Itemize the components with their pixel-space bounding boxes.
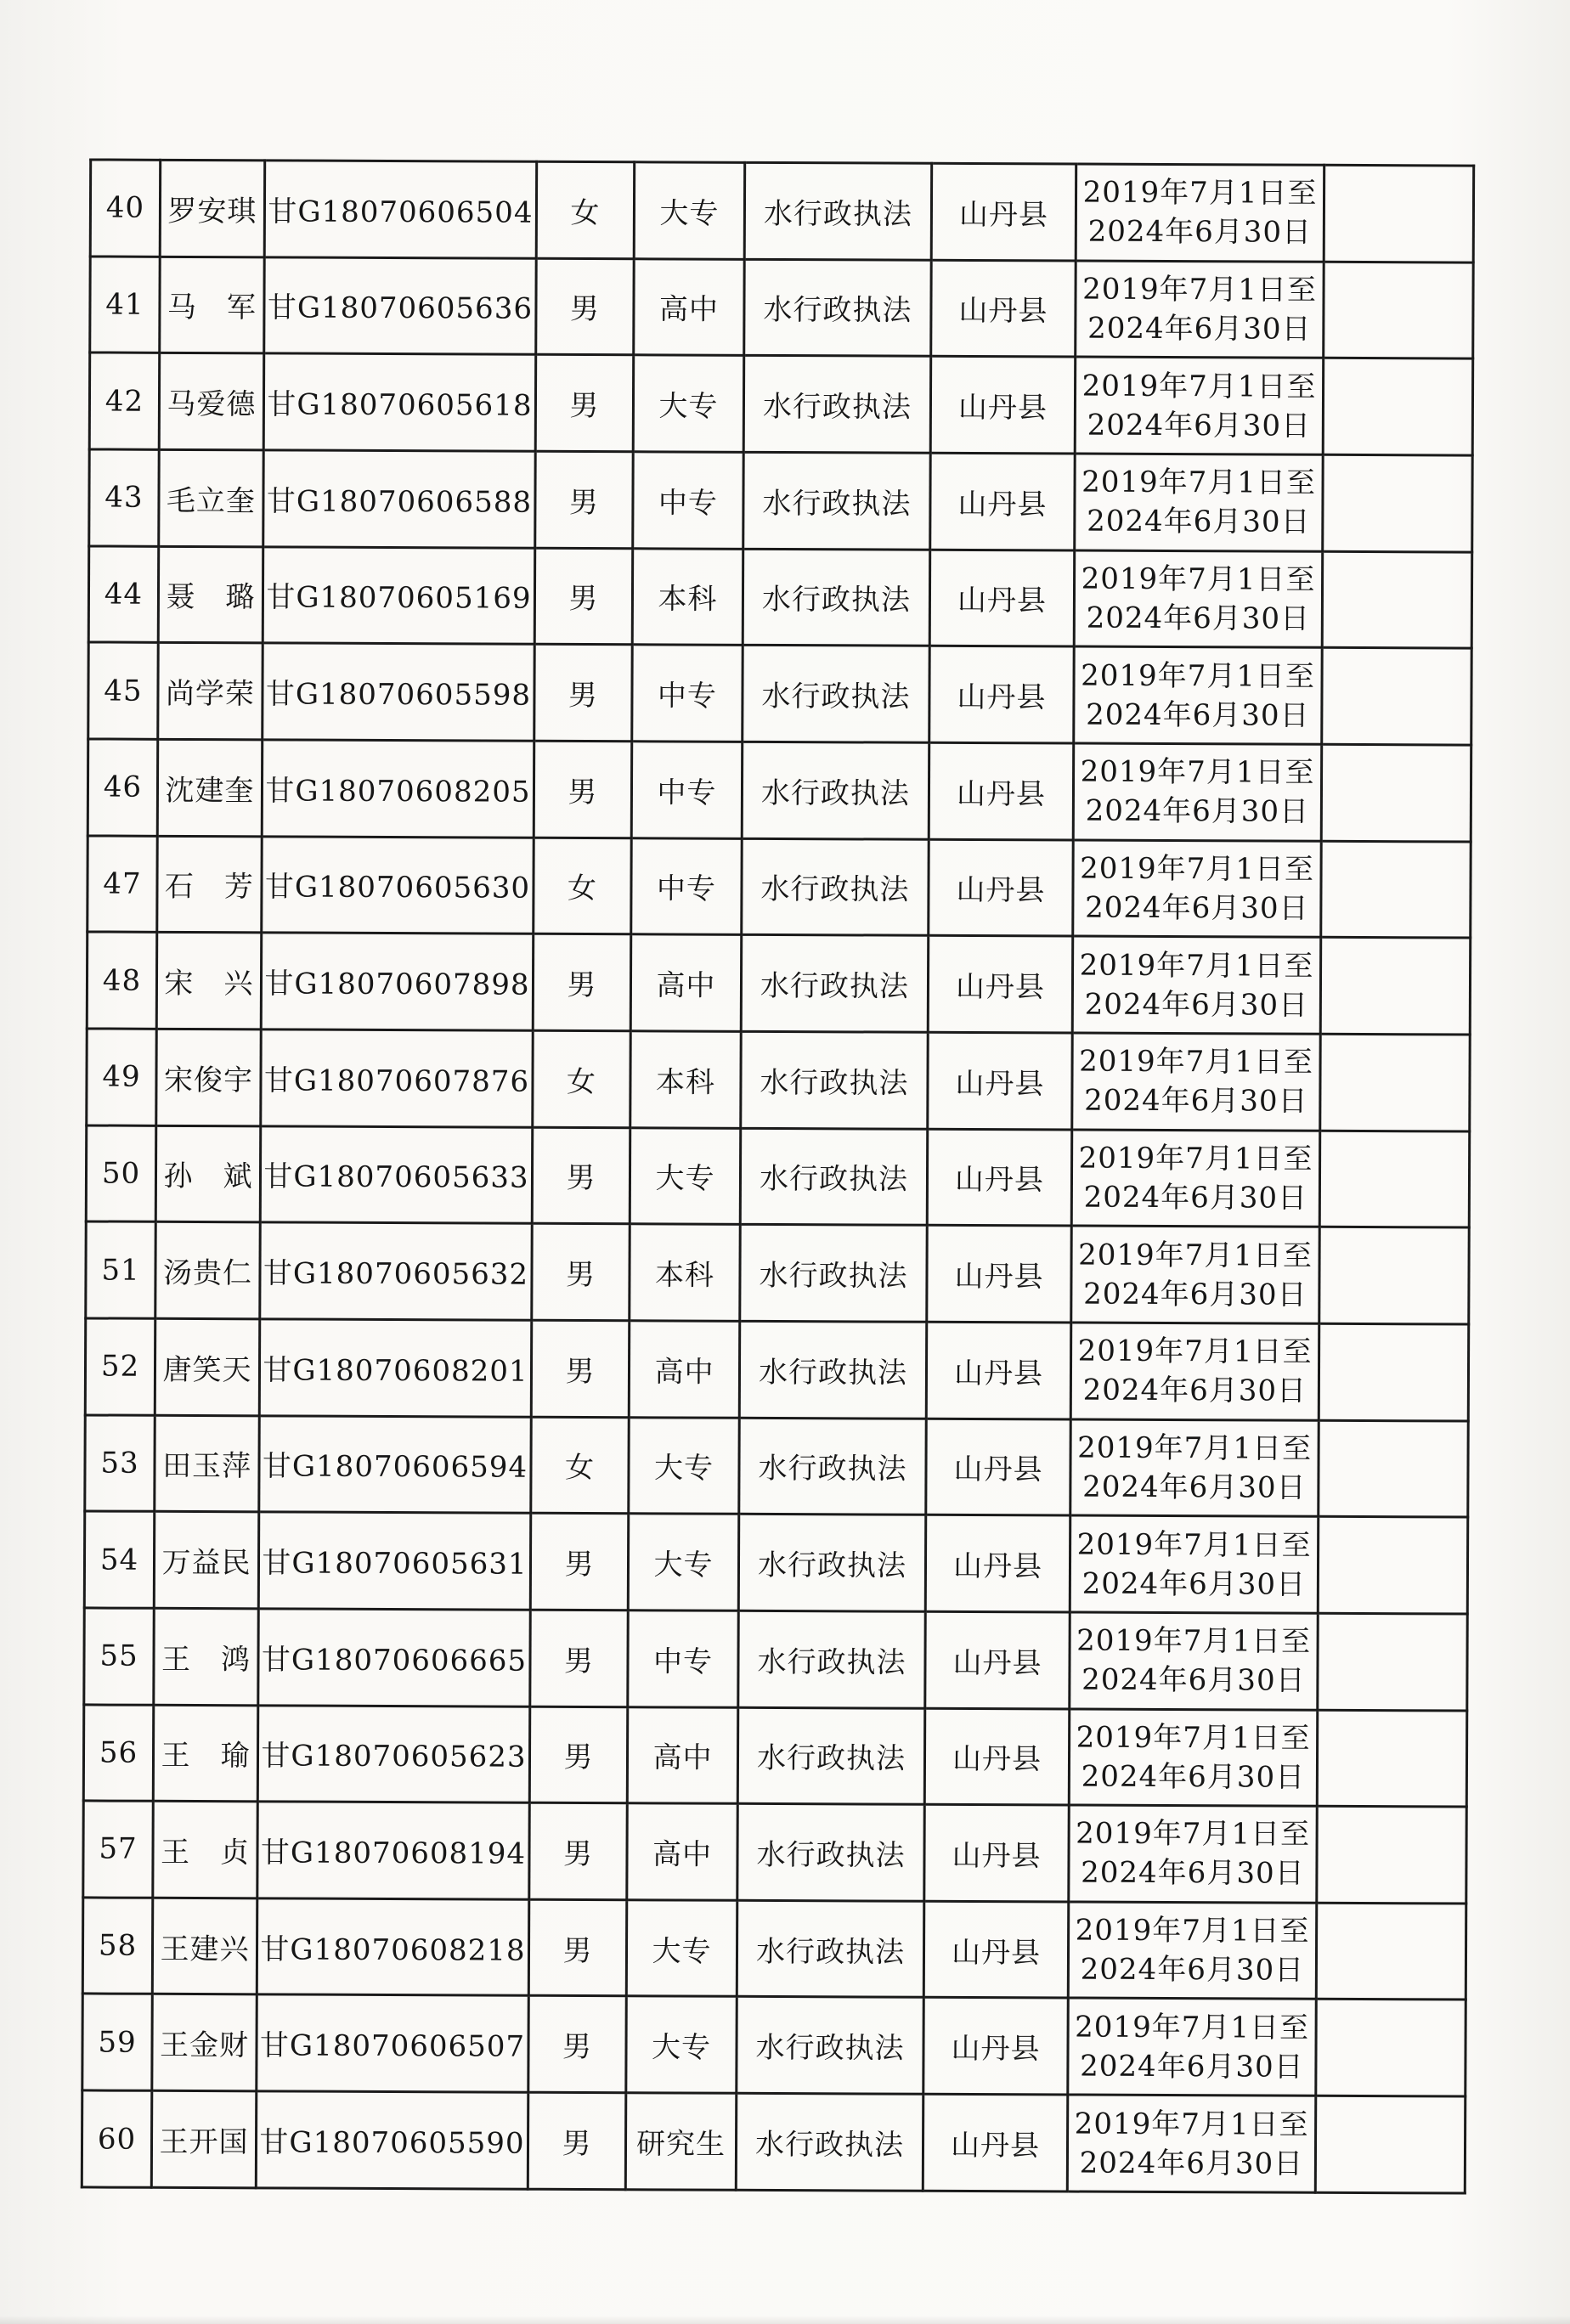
table-row — [85, 1318, 1468, 1421]
enforcement-category: 水行政执法 — [741, 1031, 928, 1129]
validity-end: 2024年6月30日 — [1085, 890, 1309, 926]
person-name: 王开国 — [151, 2090, 256, 2187]
row-number: 57 — [83, 1801, 153, 1898]
table-row — [87, 932, 1470, 1035]
row-number: 46 — [88, 739, 157, 836]
gender: 女 — [534, 838, 631, 934]
validity-start: 2019年7月1日至 — [1081, 561, 1316, 597]
validity-end: 2024年6月30日 — [1081, 1759, 1306, 1795]
validity-start: 2019年7月1日至 — [1078, 1238, 1313, 1273]
remark — [1324, 262, 1473, 358]
remark — [1319, 1420, 1468, 1517]
validity-start: 2019年7月1日至 — [1076, 1817, 1311, 1853]
table-row — [82, 2090, 1465, 2193]
remark — [1321, 841, 1471, 938]
person-name: 毛立奎 — [159, 449, 263, 546]
remark — [1315, 2096, 1465, 2193]
enforcement-category: 水行政执法 — [740, 1128, 927, 1226]
row-number: 50 — [86, 1125, 155, 1222]
gender: 男 — [534, 741, 631, 838]
table-row — [87, 1029, 1470, 1131]
gender: 男 — [534, 645, 632, 742]
validity-start: 2019年7月1日至 — [1075, 1913, 1310, 1949]
validity-start: 2019年7月1日至 — [1079, 948, 1314, 984]
person-name: 王 瑜 — [153, 1705, 257, 1802]
gender: 女 — [536, 161, 634, 258]
education-level: 大专 — [630, 1127, 740, 1224]
remark — [1322, 551, 1471, 648]
enforcement-category: 水行政执法 — [737, 1707, 924, 1805]
table-row — [86, 1125, 1469, 1228]
person-name: 石 芳 — [157, 836, 262, 933]
gender: 男 — [528, 1899, 626, 1996]
table-row — [84, 1608, 1467, 1711]
region: 山丹县 — [931, 163, 1076, 260]
enforcement-category: 水行政执法 — [744, 162, 931, 260]
certificate-number: 甘G18070605633 — [260, 1125, 532, 1223]
person-name: 宋俊宇 — [156, 1029, 261, 1125]
enforcement-category: 水行政执法 — [743, 452, 930, 550]
validity-end: 2024年6月30日 — [1084, 987, 1309, 1023]
validity-period — [1069, 1709, 1317, 1807]
validity-period — [1072, 936, 1320, 1034]
certificate-number: 甘G18070605631 — [258, 1512, 530, 1610]
table-row — [89, 449, 1472, 552]
education-level: 研究生 — [625, 2093, 736, 2190]
region: 山丹县 — [929, 839, 1073, 936]
person-name: 王 鸿 — [154, 1608, 258, 1705]
person-name: 罗安琪 — [160, 160, 264, 257]
gender: 男 — [534, 548, 632, 645]
row-number: 60 — [82, 2090, 151, 2187]
remark — [1317, 1806, 1466, 1903]
certificate-number: 甘G18070605590 — [256, 2091, 528, 2189]
row-number: 56 — [83, 1704, 153, 1801]
validity-start: 2019年7月1日至 — [1081, 369, 1317, 404]
gender: 男 — [533, 934, 630, 1030]
remark — [1323, 358, 1472, 455]
validity-start: 2019年7月1日至 — [1081, 465, 1317, 501]
law-enforcement-roster-table — [81, 158, 1475, 2194]
gender: 男 — [529, 1706, 627, 1803]
region: 山丹县 — [924, 1708, 1069, 1805]
certificate-number: 甘G18070605632 — [260, 1222, 532, 1320]
enforcement-category: 水行政执法 — [743, 646, 929, 743]
row-number: 42 — [89, 353, 159, 449]
certificate-number: 甘G18070605630 — [262, 836, 534, 934]
validity-period — [1075, 357, 1323, 454]
validity-end: 2024年6月30日 — [1087, 408, 1312, 443]
region: 山丹县 — [923, 2094, 1067, 2191]
table-row — [89, 353, 1472, 455]
region: 山丹县 — [929, 646, 1074, 743]
gender: 男 — [530, 1610, 628, 1706]
row-number: 40 — [90, 160, 160, 257]
education-level: 中专 — [631, 742, 742, 838]
education-level: 大专 — [626, 1900, 737, 1997]
remark — [1321, 744, 1471, 841]
region: 山丹县 — [924, 1804, 1069, 1901]
validity-period — [1068, 1902, 1316, 2000]
remark — [1316, 1903, 1466, 2000]
certificate-number: 甘G18070608194 — [257, 1802, 529, 1899]
region: 山丹县 — [927, 1225, 1071, 1322]
certificate-number: 甘G18070607876 — [261, 1029, 533, 1127]
education-level: 大专 — [629, 1417, 739, 1514]
validity-period — [1069, 1805, 1317, 1903]
table-row — [86, 1221, 1469, 1324]
validity-start: 2019年7月1日至 — [1079, 1044, 1314, 1080]
validity-period — [1070, 1419, 1319, 1517]
row-number: 54 — [84, 1511, 154, 1608]
person-name: 聂 璐 — [158, 546, 263, 643]
validity-end: 2024年6月30日 — [1079, 2146, 1304, 2181]
validity-period — [1070, 1515, 1318, 1613]
validity-period — [1070, 1323, 1319, 1420]
person-name: 孙 斌 — [155, 1125, 260, 1222]
validity-end: 2024年6月30日 — [1082, 1469, 1307, 1505]
enforcement-category: 水行政执法 — [743, 356, 930, 454]
enforcement-category: 水行政执法 — [737, 1900, 923, 1998]
table-row — [88, 642, 1471, 745]
region: 山丹县 — [928, 1032, 1072, 1129]
gender: 男 — [532, 1127, 630, 1224]
remark — [1319, 1227, 1469, 1324]
region: 山丹县 — [928, 936, 1072, 1033]
remark — [1319, 1323, 1468, 1420]
person-name: 宋 兴 — [156, 933, 261, 1029]
row-number: 53 — [85, 1414, 155, 1511]
validity-start: 2019年7月1日至 — [1081, 658, 1316, 694]
certificate-number: 甘G18070607898 — [261, 933, 533, 1030]
validity-start: 2019年7月1日至 — [1078, 1141, 1313, 1176]
validity-period — [1070, 1612, 1318, 1710]
education-level: 高中 — [630, 934, 741, 1031]
education-level: 中专 — [632, 645, 743, 742]
region: 山丹县 — [931, 260, 1076, 357]
person-name: 沈建奎 — [157, 739, 262, 836]
validity-end: 2024年6月30日 — [1087, 311, 1312, 347]
education-level: 本科 — [630, 1224, 740, 1321]
remark — [1322, 648, 1471, 745]
education-level: 高中 — [627, 1803, 737, 1900]
person-name: 马爱德 — [159, 353, 263, 450]
enforcement-category: 水行政执法 — [740, 1225, 927, 1323]
region: 山丹县 — [927, 1129, 1071, 1226]
education-level: 中专 — [628, 1610, 738, 1707]
validity-start: 2019年7月1日至 — [1076, 1527, 1312, 1563]
gender: 男 — [535, 355, 633, 452]
page-edge-shadow — [0, 2316, 1570, 2324]
validity-period — [1071, 1130, 1319, 1227]
row-number: 44 — [88, 546, 158, 643]
table-row — [88, 739, 1471, 842]
table-row — [84, 1511, 1467, 1614]
education-level: 中专 — [633, 452, 743, 549]
validity-end: 2024年6月30日 — [1087, 214, 1313, 251]
table-row — [85, 1414, 1468, 1517]
enforcement-category: 水行政执法 — [742, 838, 929, 936]
gender: 男 — [536, 258, 634, 355]
row-number: 55 — [84, 1608, 154, 1705]
region: 山丹县 — [929, 550, 1074, 646]
validity-period — [1074, 646, 1322, 744]
table-row — [82, 1994, 1466, 2096]
row-number: 47 — [88, 836, 157, 933]
region: 山丹县 — [925, 1515, 1070, 1611]
education-level: 本科 — [630, 1031, 741, 1128]
gender: 男 — [528, 2092, 625, 2189]
validity-end: 2024年6月30日 — [1081, 1856, 1305, 1892]
enforcement-category: 水行政执法 — [743, 549, 929, 646]
validity-end: 2024年6月30日 — [1083, 1180, 1308, 1216]
validity-start: 2019年7月1日至 — [1082, 272, 1318, 307]
education-level: 高中 — [627, 1706, 737, 1803]
education-level: 大专 — [634, 162, 744, 259]
person-name: 尚学荣 — [158, 643, 263, 740]
remark — [1316, 2000, 1466, 2096]
remark — [1324, 165, 1473, 262]
table-row — [83, 1704, 1466, 1807]
region: 山丹县 — [926, 1322, 1070, 1419]
certificate-number: 甘G18070608218 — [257, 1898, 528, 1996]
table-row — [90, 160, 1473, 262]
enforcement-category: 水行政执法 — [738, 1514, 925, 1611]
enforcement-category: 水行政执法 — [737, 1803, 924, 1901]
gender: 女 — [531, 1417, 629, 1514]
validity-start: 2019年7月1日至 — [1076, 1623, 1312, 1659]
certificate-number: 甘G18070605618 — [263, 353, 535, 451]
certificate-number: 甘G18070605623 — [257, 1705, 529, 1802]
remark — [1323, 454, 1472, 551]
table-row — [90, 257, 1473, 359]
validity-end: 2024年6月30日 — [1080, 2049, 1304, 2084]
education-level: 本科 — [632, 548, 743, 645]
certificate-number: 甘G18070608201 — [259, 1319, 531, 1417]
remark — [1317, 1710, 1466, 1807]
gender: 男 — [532, 1223, 630, 1320]
region: 山丹县 — [925, 1611, 1070, 1708]
table-row — [83, 1801, 1466, 1904]
region: 山丹县 — [923, 1901, 1068, 1998]
validity-period — [1072, 1033, 1320, 1131]
enforcement-category: 水行政执法 — [739, 1418, 926, 1515]
validity-period — [1073, 743, 1321, 841]
person-name: 马 军 — [160, 257, 264, 353]
row-number: 59 — [82, 1994, 152, 2090]
gender: 女 — [533, 1030, 630, 1127]
enforcement-category: 水行政执法 — [737, 1997, 923, 2095]
enforcement-category: 水行政执法 — [744, 259, 931, 357]
row-number: 52 — [85, 1318, 155, 1415]
education-level: 中专 — [631, 838, 742, 934]
remark — [1319, 1131, 1469, 1227]
validity-start: 2019年7月1日至 — [1077, 1430, 1313, 1466]
row-number: 48 — [87, 932, 156, 1029]
enforcement-category: 水行政执法 — [739, 1321, 926, 1419]
validity-end: 2024年6月30日 — [1083, 1277, 1307, 1312]
region: 山丹县 — [923, 1998, 1068, 2095]
validity-period — [1076, 164, 1324, 262]
certificate-number: 甘G18070606504 — [264, 161, 536, 258]
gender: 男 — [528, 1996, 626, 2093]
person-name: 汤贵仁 — [155, 1222, 260, 1319]
person-name: 万益民 — [154, 1511, 258, 1608]
gender: 男 — [529, 1802, 627, 1899]
enforcement-category: 水行政执法 — [736, 2093, 923, 2191]
person-name: 王 贞 — [153, 1801, 257, 1898]
roster-body — [82, 160, 1473, 2193]
gender: 男 — [531, 1320, 629, 1417]
certificate-number: 甘G18070606507 — [257, 1994, 528, 2092]
remark — [1320, 938, 1470, 1035]
validity-end: 2024年6月30日 — [1085, 793, 1310, 829]
row-number: 51 — [86, 1221, 155, 1318]
person-name: 田玉萍 — [155, 1415, 259, 1512]
validity-end: 2024年6月30日 — [1081, 1566, 1307, 1602]
enforcement-category: 水行政执法 — [738, 1610, 925, 1708]
validity-period — [1073, 840, 1321, 938]
validity-end: 2024年6月30日 — [1086, 697, 1310, 733]
education-level: 高中 — [629, 1321, 739, 1418]
validity-end: 2024年6月30日 — [1087, 504, 1311, 540]
validity-end: 2024年6月30日 — [1084, 1083, 1308, 1119]
enforcement-category: 水行政执法 — [741, 935, 928, 1033]
person-name: 王金财 — [152, 1994, 257, 2091]
validity-period — [1071, 1226, 1319, 1323]
validity-start: 2019年7月1日至 — [1075, 2010, 1310, 2045]
certificate-number: 甘G18070605636 — [264, 257, 536, 355]
validity-start: 2019年7月1日至 — [1082, 175, 1318, 212]
education-level: 大专 — [633, 355, 743, 452]
validity-period — [1074, 550, 1322, 648]
region: 山丹县 — [929, 742, 1073, 839]
row-number: 49 — [87, 1029, 156, 1125]
gender: 男 — [535, 451, 633, 548]
education-level: 大专 — [628, 1514, 738, 1610]
row-number: 41 — [90, 257, 160, 353]
remark — [1318, 1516, 1467, 1613]
validity-start: 2019年7月1日至 — [1077, 1334, 1313, 1369]
table-row — [82, 1898, 1466, 2000]
validity-end: 2024年6月30日 — [1081, 1662, 1306, 1698]
validity-period — [1067, 2095, 1315, 2192]
certificate-number: 甘G18070608205 — [262, 740, 534, 838]
validity-start: 2019年7月1日至 — [1080, 754, 1315, 791]
validity-start: 2019年7月1日至 — [1074, 2107, 1309, 2142]
gender: 男 — [530, 1513, 628, 1610]
certificate-number: 甘G18070606594 — [259, 1415, 531, 1513]
validity-period — [1076, 261, 1324, 358]
region: 山丹县 — [926, 1419, 1070, 1515]
validity-end: 2024年6月30日 — [1086, 601, 1311, 636]
certificate-number: 甘G18070606665 — [258, 1609, 530, 1706]
validity-period — [1075, 454, 1323, 551]
education-level: 大专 — [626, 1996, 737, 2093]
validity-start: 2019年7月1日至 — [1080, 851, 1315, 887]
education-level: 高中 — [634, 258, 744, 355]
validity-end: 2024年6月30日 — [1080, 1952, 1305, 1988]
row-number: 43 — [89, 449, 159, 546]
validity-period — [1068, 1998, 1316, 2096]
table-row — [88, 546, 1471, 649]
certificate-number: 甘G18070605598 — [263, 643, 534, 741]
remark — [1318, 1613, 1467, 1710]
person-name: 王建兴 — [152, 1898, 257, 1994]
row-number: 58 — [82, 1898, 152, 1994]
region: 山丹县 — [930, 453, 1075, 550]
validity-start: 2019年7月1日至 — [1076, 1720, 1311, 1756]
region: 山丹县 — [930, 357, 1075, 454]
person-name: 唐笑天 — [155, 1318, 259, 1415]
row-number: 45 — [88, 642, 158, 739]
enforcement-category: 水行政执法 — [742, 742, 929, 839]
remark — [1320, 1034, 1470, 1131]
certificate-number: 甘G18070605169 — [263, 546, 534, 644]
validity-end: 2024年6月30日 — [1082, 1373, 1307, 1408]
certificate-number: 甘G18070606588 — [263, 450, 535, 548]
table-row — [88, 836, 1471, 939]
